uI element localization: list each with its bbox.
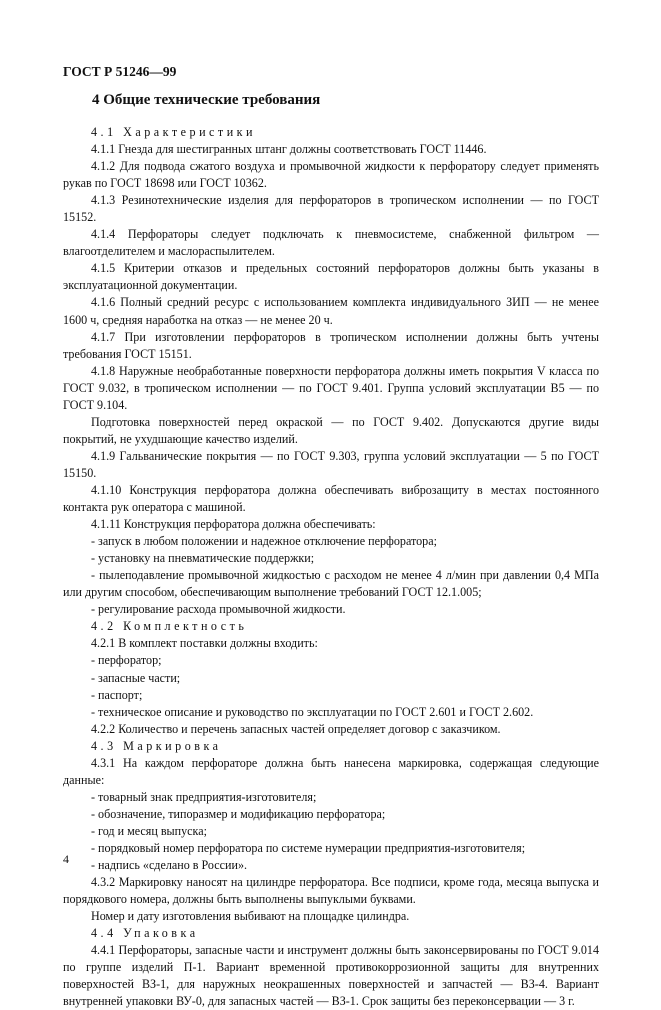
paragraph: Подготовка поверхностей перед окраской — по ГОСТ 9.402. Допускаются другие виды покрытий, не ухудшающие качество изделий.: [63, 414, 599, 446]
paragraph: 4.3.2 Маркировку наносят на цилиндре перфоратора. Все подписи, кроме года, месяца выпуска и порядкового номера, должны быть выполнены выпуклыми буквами.: [63, 875, 599, 907]
paragraph: 4.2.1 В комплект поставки должны входить:: [91, 636, 318, 651]
page-number: 4: [63, 852, 69, 866]
paragraph: - паспорт;: [91, 687, 143, 702]
paragraph: - регулирование расхода промывочной жидкости.: [91, 602, 346, 617]
subsection-heading: 4.2 Комплектность: [91, 619, 248, 634]
document-body: [63, 124, 599, 1010]
paragraph: 4.1.5 Критерии отказов и предельных состояний перфораторов должны быть указаны в эксплуатационной документации.: [63, 261, 599, 293]
paragraph: 4.1.8 Наружные необработанные поверхности перфоратора должны иметь покрытия V класса по ГОСТ 9.032, в тропическом исполнении — по ГОСТ 9.401. Группа условий эксплуатации В5 — по ГОСТ 9.104.: [63, 363, 599, 412]
paragraph: 4.1.10 Конструкция перфоратора должна обеспечивать виброзащиту в местах постоянного контакта рук оператора с машиной.: [63, 482, 599, 515]
paragraph: 4.4.1 Перфораторы, запасные части и инструмент должны быть законсервированы по ГОСТ 9.014 по группе изделий П-1. Вариант временной противокоррозионной защиты для внутренних поверхностей ВЗ-1, для наружных неокрашенных поверхностей и запчастей — ВЗ-4. Вариант внутренней упаковки ВУ-0, для запасных частей — ВЗ-1. Срок защиты без переконсервации — 3 г.: [63, 943, 599, 1009]
paragraph: - пылеподавление промывочной жидкостью с расходом не менее 4 л/мин при давлении 0,4 МПа или другим способом, обеспечивающим выполнение требований ГОСТ 12.1.005;: [63, 568, 599, 600]
paragraph: - порядковый номер перфоратора по системе нумерации предприятия-изготовителя;: [91, 840, 526, 855]
paragraph: 4.3.1 На каждом перфораторе должна быть нанесена маркировка, содержащая следующие данные:: [63, 755, 599, 787]
paragraph: - надпись «сделано в России».: [91, 858, 248, 873]
paragraph: - товарный знак предприятия-изготовителя;: [91, 789, 317, 804]
paragraph: - обозначение, типоразмер и модификацию перфоратора;: [91, 806, 386, 821]
paragraph: 4.1.9 Гальванические покрытия — по ГОСТ 9.303, группа условий эксплуатации — 5 по ГОСТ 15150.: [63, 448, 599, 480]
paragraph: - установку на пневматические поддержки;: [91, 551, 315, 566]
document-header: ГОСТ Р 51246—99: [63, 64, 177, 79]
paragraph: 4.1.11 Конструкция перфоратора должна обеспечивать:: [91, 517, 376, 532]
subsection-heading: 4.1 Характеристики: [91, 125, 257, 139]
paragraph: 4.1.3 Резинотехнические изделия для перфораторов в тропическом исполнении — по ГОСТ 15152.: [63, 193, 599, 225]
paragraph: - запасные части;: [91, 670, 181, 685]
paragraph: - запуск в любом положении и надежное отключение перфоратора;: [91, 534, 437, 549]
paragraph: 4.1.6 Полный средний ресурс с использованием комплекта индивидуального ЗИП — не менее 1600 ч, средняя наработка на отказ — не менее 20 ч.: [63, 295, 599, 327]
paragraph: 4.1.2 Для подвода сжатого воздуха и промывочной жидкости к перфоратору следует применять рукав по ГОСТ 18698 или ГОСТ 10362.: [63, 159, 599, 191]
paragraph: 4.1.7 При изготовлении перфораторов в тропическом исполнении должны быть учтены требования ГОСТ 15151.: [63, 329, 599, 361]
section-title: 4 Общие технические требования: [92, 92, 321, 108]
paragraph: - перфоратор;: [91, 653, 162, 668]
paragraph: 4.1.1 Гнезда для шестигранных штанг должны соответствовать ГОСТ 11446.: [91, 142, 487, 157]
subsection-heading: 4.4 Упаковка: [91, 926, 199, 941]
paragraph: Номер и дату изготовления выбивают на площадке цилиндра.: [91, 909, 410, 924]
subsection-heading: 4.3 Маркировка: [91, 738, 222, 753]
paragraph: - год и месяц выпуска;: [91, 823, 207, 838]
paragraph: - техническое описание и руководство по эксплуатации по ГОСТ 2.601 и ГОСТ 2.602.: [91, 704, 534, 719]
paragraph: 4.2.2 Количество и перечень запасных частей определяет договор с заказчиком.: [91, 721, 501, 736]
paragraph: 4.1.4 Перфораторы следует подключать к пневмосистеме, снабженной фильтром — влагоотделителем и маслораспылителем.: [63, 227, 599, 259]
